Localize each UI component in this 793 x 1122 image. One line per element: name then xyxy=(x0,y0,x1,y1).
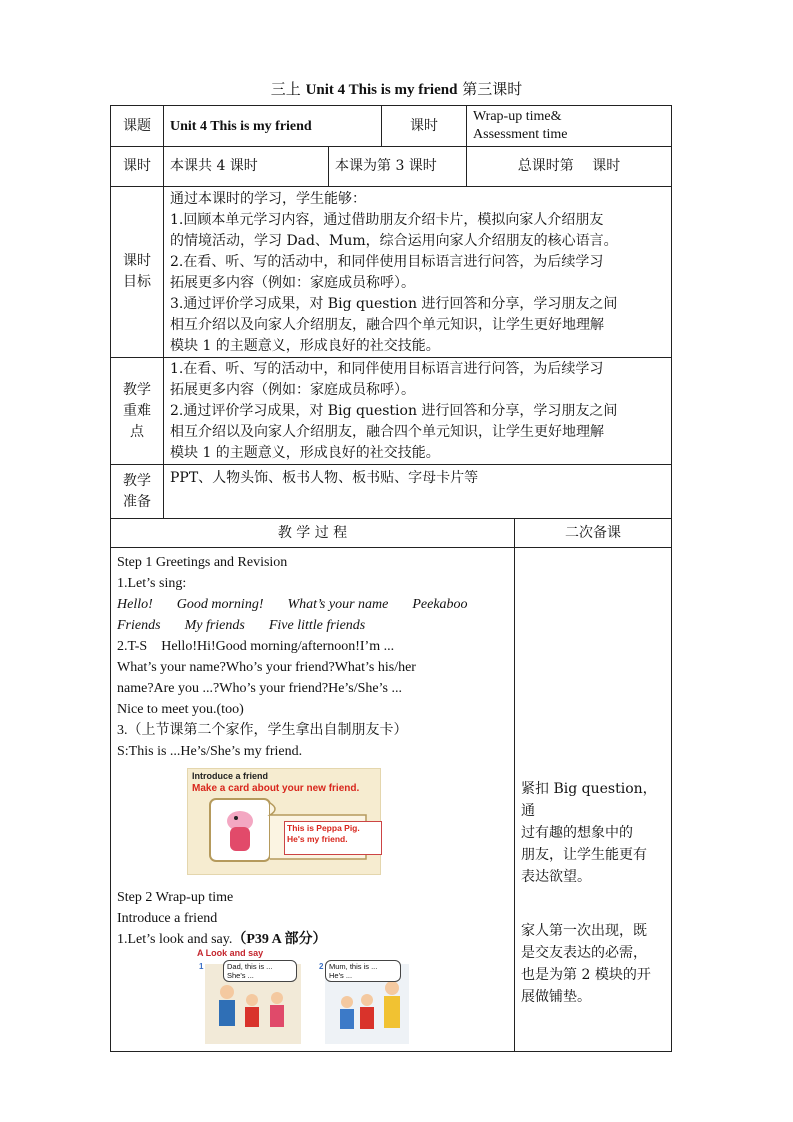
hours-total: 本课共 4 课时 xyxy=(164,147,329,187)
topic-value: Unit 4 This is my friend xyxy=(164,106,382,147)
sing-line: 1.Let’s sing: xyxy=(117,576,187,591)
notes-content xyxy=(515,548,672,1052)
peppa-bubble: This is Peppa Pig. He's my friend. xyxy=(284,821,382,855)
period-label: 课时 xyxy=(382,106,467,147)
lesson-plan-table xyxy=(110,105,672,1052)
keypoints-label: 教学 重难 点 xyxy=(111,358,164,465)
hours-label: 课时 xyxy=(111,147,164,187)
prep-content: PPT、人物头饰、板书人物、板书贴、字母卡片等 xyxy=(164,465,672,519)
row-prep xyxy=(111,465,672,519)
step1-title: Step 1 Greetings and Revision xyxy=(117,555,288,570)
mum-bubble: Mum, this is ... He's ... xyxy=(325,960,401,982)
row-objectives xyxy=(111,187,672,358)
process-header: 教 学 过 程 xyxy=(111,519,515,548)
look-and-say-image: A Look and say 1 2 Dad, this is ... She's ... Mum, this is ... He's ... xyxy=(197,952,412,1047)
objectives-content: 通过本课时的学习，学生能够： 1.回顾本单元学习内容，通过借助朋友介绍卡片，模拟向家人介绍朋友 的情境活动，学习 Dad、Mum，综合运用向家人介绍朋友的核心语言。 2.在看、听、写的活动中，和同伴使用目标语言进行问答，为后续学习 拓展更多内容（例如：家庭成员称呼）。 3.通过评价学习成果，对 Big question 进行回答和分享，学习朋友之间 相互介绍以及向家人介绍朋友，融合四个单元知识，让学生更好地理解 模块 1 的主题意义，形成良好的社交技能。 xyxy=(164,187,672,358)
song-list-2: Friends My friends Five little friends xyxy=(117,618,366,633)
period-value: Wrap-up time& Assessment time xyxy=(467,106,672,147)
row-process xyxy=(111,548,672,1052)
hours-overall: 总课时第 课时 xyxy=(467,147,672,187)
objectives-label: 课时 目标 xyxy=(111,187,164,358)
keypoints-content: 1.在看、听、写的活动中，和同伴使用目标语言进行问答，为后续学习 拓展更多内容（例如：家庭成员称呼）。 2.通过评价学习成果，对 Big question 进行回答和分享，学习朋友之间 相互介绍以及向家人介绍朋友，融合四个单元知识，让学生更好地理解 模块 1 的主题意义，形成良好的社交技能。 xyxy=(164,358,672,465)
row-keypoints xyxy=(111,358,672,465)
hours-current: 本课为第 3 课时 xyxy=(329,147,467,187)
step2-title: Step 2 Wrap-up time xyxy=(117,890,234,905)
note-2: 家人第一次出现，既 是交友表达的必需， 也是为第 2 模块的开 展做铺垫。 xyxy=(521,923,651,1005)
row-process-header xyxy=(111,519,672,548)
notes-header: 二次备课 xyxy=(515,519,672,548)
topic-label: 课题 xyxy=(111,106,164,147)
friend-card-image: Introduce a friend Make a card about your new friend. This is Peppa Pig. He's my friend. xyxy=(187,768,381,875)
process-content: Step 1 Greetings and Revision 1.Let’s sing: Hello! Good morning! What’s your name Peekaboo Friends My friends Five little friends 2.T-S Hello!Hi!Good morning/afternoon!I’m ... What’s your name?Who’s your friend?What’s his/her name?Are you ...?Who’s your friend?He’s/She’s ... Nice to meet you.(too) 3.（上节课第二个家作，学生拿出自制朋友卡） S:This is ...He’s/She’s my friend. Introduce a friend Make a card about your new friend. This is Peppa Pig. He's my friend. Step 2 Wrap-up time Introduce a friend 1.Let’s look and say.（P39 A 部分） A Look and say 1 2 Dad, this is ... She's ... Mum, this is ... He's ... xyxy=(111,548,515,1052)
prep-label: 教学 准备 xyxy=(111,465,164,519)
look-say-line: 1.Let’s look and say.（P39 A 部分） xyxy=(117,932,327,947)
row-topic xyxy=(111,106,672,147)
dad-bubble: Dad, this is ... She's ... xyxy=(223,960,297,982)
row-hours xyxy=(111,147,672,187)
note-1: 紧扣 Big question，通 过有趣的想象中的 朋友，让学生能更有 表达欲望。 xyxy=(521,781,657,885)
page-title: 三上 Unit 4 This is my friend 第三课时 xyxy=(270,80,523,98)
song-list-1: Hello! Good morning! What’s your name Peekaboo xyxy=(117,597,468,612)
